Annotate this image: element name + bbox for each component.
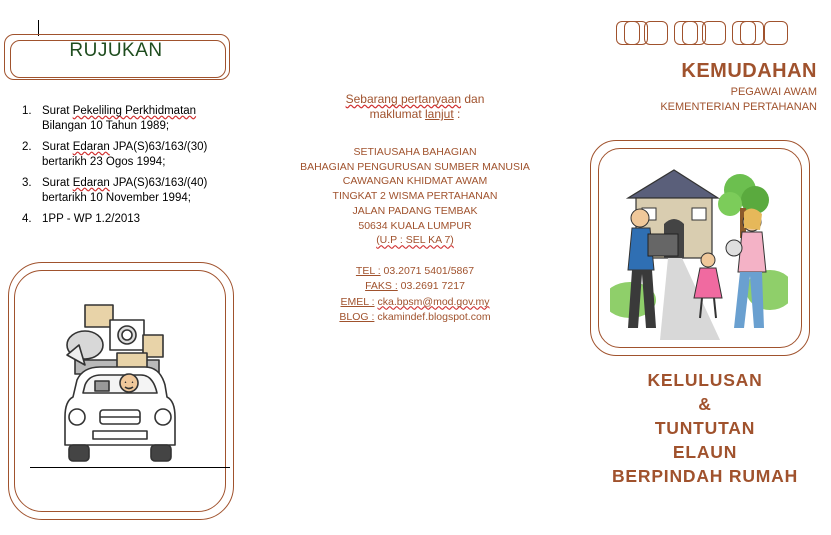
reference-text: Surat	[42, 141, 73, 153]
reference-text: 1PP - WP 1.2/2013	[42, 213, 141, 225]
intro-text-flagged: Sebarang pertanyaan	[345, 92, 462, 106]
intro-text: dan	[461, 92, 485, 106]
reference-text: JPA(S)63/163/(30)	[109, 141, 208, 153]
address-line: CAWANGAN KHIDMAT AWAM	[342, 175, 488, 188]
reference-text: Surat	[42, 177, 73, 189]
reference-text: JPA(S)63/163/(40)	[109, 177, 208, 189]
address-line: 50634 KUALA LUMPUR	[358, 219, 472, 232]
subheading-kementerian: KEMENTERIAN PERTAHANAN	[660, 101, 817, 113]
decorative-pill	[644, 21, 668, 45]
decorative-pill	[740, 21, 764, 45]
address-line: JALAN PADANG TEMBAK	[352, 204, 478, 217]
faks-line	[290, 279, 540, 294]
emel-line	[290, 295, 540, 310]
divider-line	[30, 467, 230, 468]
emel-label: EMEL :	[340, 295, 375, 308]
postal-address	[290, 145, 540, 248]
title-line: ELAUN	[672, 442, 738, 462]
decorative-pill-row	[616, 21, 816, 45]
reference-list	[22, 104, 232, 233]
reference-text-flagged: Edaran	[72, 141, 110, 153]
address-line: TINGKAT 2 WISMA PERTAHANAN	[332, 190, 498, 203]
reference-text: bertarikh 10 November 1994;	[42, 192, 191, 204]
heading-kemudahan: KEMUDAHAN	[681, 60, 817, 82]
reference-number: 1.	[22, 105, 32, 117]
emel-value[interactable]: cka.bpsm@mod.gov.my	[377, 295, 490, 308]
reference-item-4	[22, 212, 232, 227]
reference-item-1	[22, 104, 232, 134]
rujukan-title: RUJUKAN	[69, 40, 163, 61]
subheading-pegawai-awam: PEGAWAI AWAM	[730, 86, 817, 98]
reference-text: Bilangan 10 Tahun 1989;	[42, 120, 170, 132]
reference-text-flagged: Pekeliling Perkhidmatan	[72, 105, 197, 117]
reference-number: 4.	[22, 213, 32, 225]
intro-text: :	[453, 107, 461, 121]
tel-value: 03.2071 5401/5867	[380, 265, 475, 277]
car-loaded-with-goods-icon	[55, 285, 185, 475]
address-line: SETIAUSAHA BAHAGIAN	[353, 146, 477, 158]
faks-value: 03.2691 7217	[397, 280, 465, 293]
tel-line	[290, 264, 540, 279]
blog-label: BLOG :	[339, 310, 375, 323]
reference-item-3	[22, 176, 232, 206]
reference-text: bertarikh 23 Ogos 1994;	[42, 156, 166, 168]
decorative-pill	[764, 21, 788, 45]
reference-text: Surat	[42, 105, 73, 117]
contact-details	[290, 264, 540, 325]
reference-text-flagged: Edaran	[72, 177, 110, 189]
blog-line	[290, 310, 540, 325]
enquiry-intro	[290, 92, 540, 122]
document-title	[595, 368, 815, 488]
tel-label: TEL :	[355, 265, 381, 277]
reference-number: 2.	[22, 141, 32, 153]
faks-label: FAKS :	[365, 280, 398, 293]
reference-item-2	[22, 140, 232, 170]
address-line: (U.P : SEL KA 7)	[376, 234, 454, 247]
address-line: BAHAGIAN PENGURUSAN SUMBER MANUSIA	[300, 160, 530, 173]
title-line: &	[698, 394, 712, 414]
blog-value[interactable]: ckamindef.blogspot.com	[374, 310, 491, 323]
family-moving-house-icon	[610, 160, 788, 340]
intro-text: maklumat	[369, 107, 425, 121]
decorative-pill	[702, 21, 726, 45]
intro-text-underlined: lanjut	[425, 107, 454, 121]
title-line: KELULUSAN	[647, 370, 763, 390]
reference-number: 3.	[22, 177, 32, 189]
title-line: TUNTUTAN	[654, 418, 756, 438]
title-line: BERPINDAH RUMAH	[611, 466, 799, 486]
